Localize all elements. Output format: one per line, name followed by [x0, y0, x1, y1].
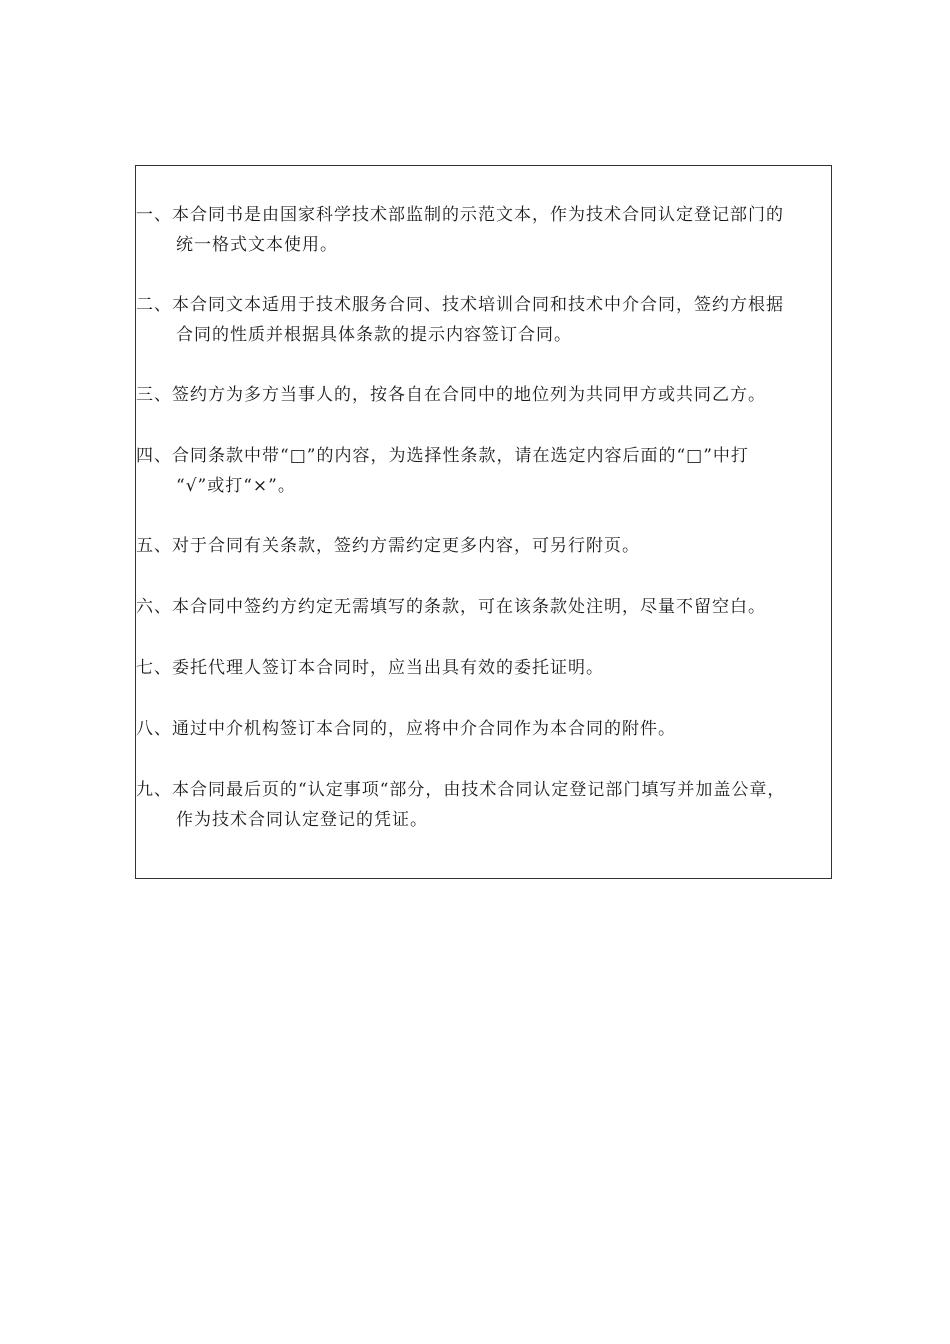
note-item-1 — [136, 200, 833, 260]
instructions-box — [135, 165, 832, 879]
note-1-line-1: 一、本合同书是由国家科学技术部监制的示范文本，作为技术合同认定登记部门的 — [136, 205, 784, 225]
note-2-line-1: 二、本合同文本适用于技术服务合同、技术培训合同和技术中介合同，签约方根据 — [136, 295, 784, 315]
note-item-9 — [136, 775, 833, 835]
note-1-line-2: 统一格式文本使用。 — [176, 235, 338, 255]
note-4-line-1: 四、合同条款中带“□”的内容，为选择性条款，请在选定内容后面的“□”中打 — [136, 446, 749, 466]
note-6-line-1: 六、本合同中签约方约定无需填写的条款，可在该条款处注明，尽量不留空白。 — [136, 597, 766, 617]
note-5-line-1: 五、对于合同有关条款，签约方需约定更多内容，可另行附页。 — [136, 536, 640, 556]
note-9-line-1: 九、本合同最后页的“认定事项“部分，由技术合同认定登记部门填写并加盖公章， — [136, 780, 786, 800]
note-item-7 — [136, 653, 833, 683]
note-2-line-2: 合同的性质并根据具体条款的提示内容签订合同。 — [176, 325, 572, 345]
note-item-6 — [136, 592, 833, 622]
note-9-line-2: 作为技术合同认定登记的凭证。 — [176, 810, 428, 830]
note-item-5 — [136, 531, 833, 561]
note-item-4 — [136, 441, 833, 501]
note-item-8 — [136, 714, 833, 744]
note-4-line-2: “√”或打“×”。 — [176, 476, 296, 496]
note-7-line-1: 七、委托代理人签订本合同时，应当出具有效的委托证明。 — [136, 658, 604, 678]
note-item-2 — [136, 290, 833, 350]
note-8-line-1: 八、通过中介机构签订本合同的，应将中介合同作为本合同的附件。 — [136, 719, 676, 739]
note-item-3 — [136, 380, 833, 410]
note-3-line-1: 三、签约方为多方当事人的，按各自在合同中的地位列为共同甲方或共同乙方。 — [136, 385, 766, 405]
